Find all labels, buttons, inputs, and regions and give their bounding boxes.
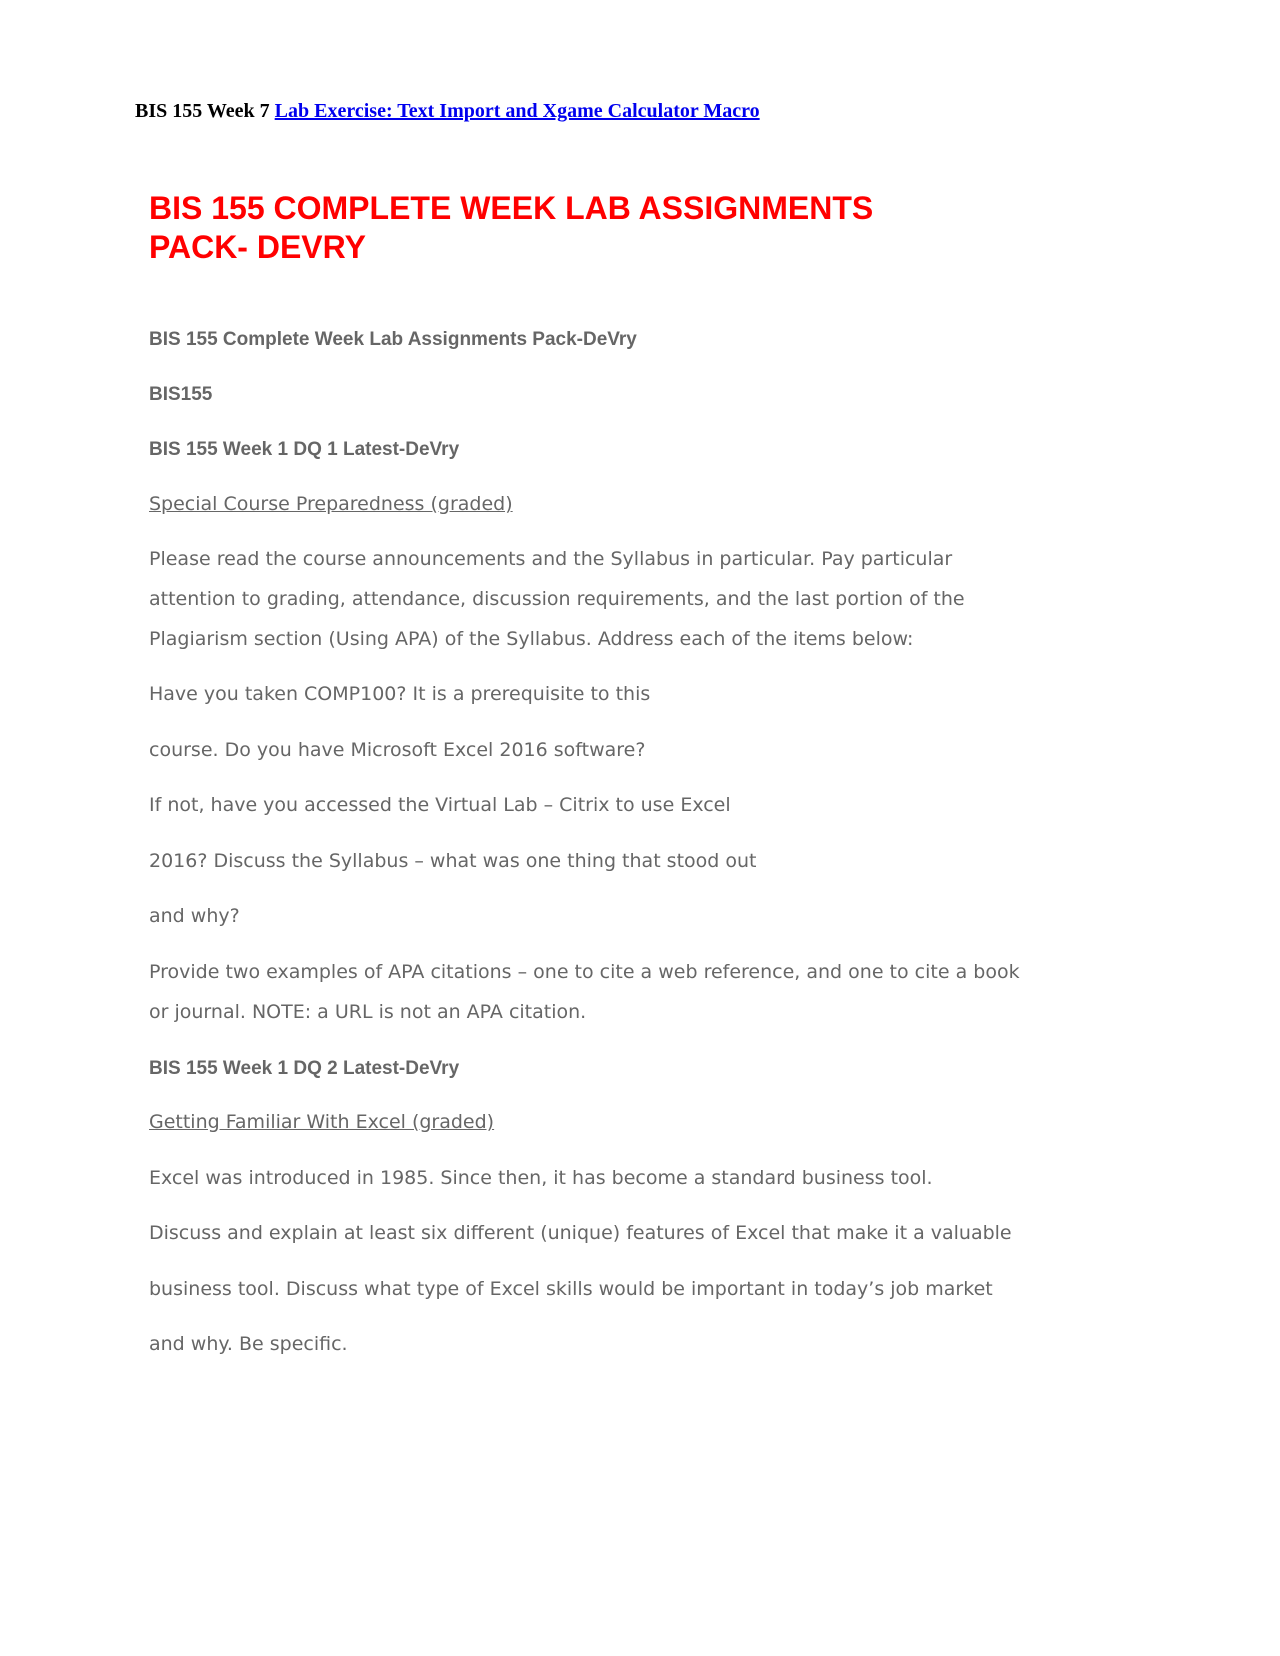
dq1-heading: BIS 155 Week 1 DQ 1 Latest-DeVry [149, 439, 460, 460]
course-code: BIS155 [149, 384, 213, 405]
page-title-line-2: PACK- DEVRY [149, 229, 366, 265]
dq1-apa-line-1: Provide two examples of APA citations – one to cite a web reference, and one to cite a book [149, 961, 1020, 983]
dq1-intro-line-3: Plagiarism section (Using APA) of the Syllabus. Address each of the items below: [149, 628, 914, 650]
dq2-line-1: Excel was introduced in 1985. Since then, it has become a standard business tool. [149, 1167, 933, 1189]
dq1-question-line-4: 2016? Discuss the Syllabus – what was one thing that stood out [149, 850, 757, 872]
dq2-topic: Getting Familiar With Excel (graded) [149, 1111, 495, 1133]
dq1-question-line-1: Have you taken COMP100? It is a prerequisite to this [149, 683, 651, 705]
pack-subtitle: BIS 155 Complete Week Lab Assignments Pack-DeVry [149, 329, 637, 350]
dq1-intro-line-1: Please read the course announcements and the Syllabus in particular. Pay particular [149, 548, 953, 570]
header-line [135, 100, 760, 123]
dq1-topic: Special Course Preparedness (graded) [149, 493, 513, 515]
page-title [149, 189, 969, 267]
page-title-line-1: BIS 155 COMPLETE WEEK LAB ASSIGNMENTS [149, 190, 874, 226]
dq2-line-3: business tool. Discuss what type of Excel skills would be important in today’s job market [149, 1278, 993, 1300]
dq1-intro-line-2: attention to grading, attendance, discussion requirements, and the last portion of the [149, 588, 965, 610]
dq1-question-line-5: and why? [149, 905, 240, 927]
dq1-question-line-2: course. Do you have Microsoft Excel 2016 software? [149, 739, 646, 761]
dq1-apa-line-2: or journal. NOTE: a URL is not an APA citation. [149, 1001, 587, 1023]
dq1-question-line-3: If not, have you accessed the Virtual Lab – Citrix to use Excel [149, 794, 731, 816]
lab-exercise-link[interactable]: Lab Exercise: Text Import and Xgame Calculator Macro [274, 100, 760, 122]
dq2-line-4: and why. Be specific. [149, 1333, 348, 1355]
dq2-heading: BIS 155 Week 1 DQ 2 Latest-DeVry [149, 1058, 460, 1079]
header-prefix: BIS 155 Week 7 [135, 100, 270, 122]
dq2-line-2: Discuss and explain at least six different (unique) features of Excel that make it a valuable [149, 1222, 1012, 1244]
